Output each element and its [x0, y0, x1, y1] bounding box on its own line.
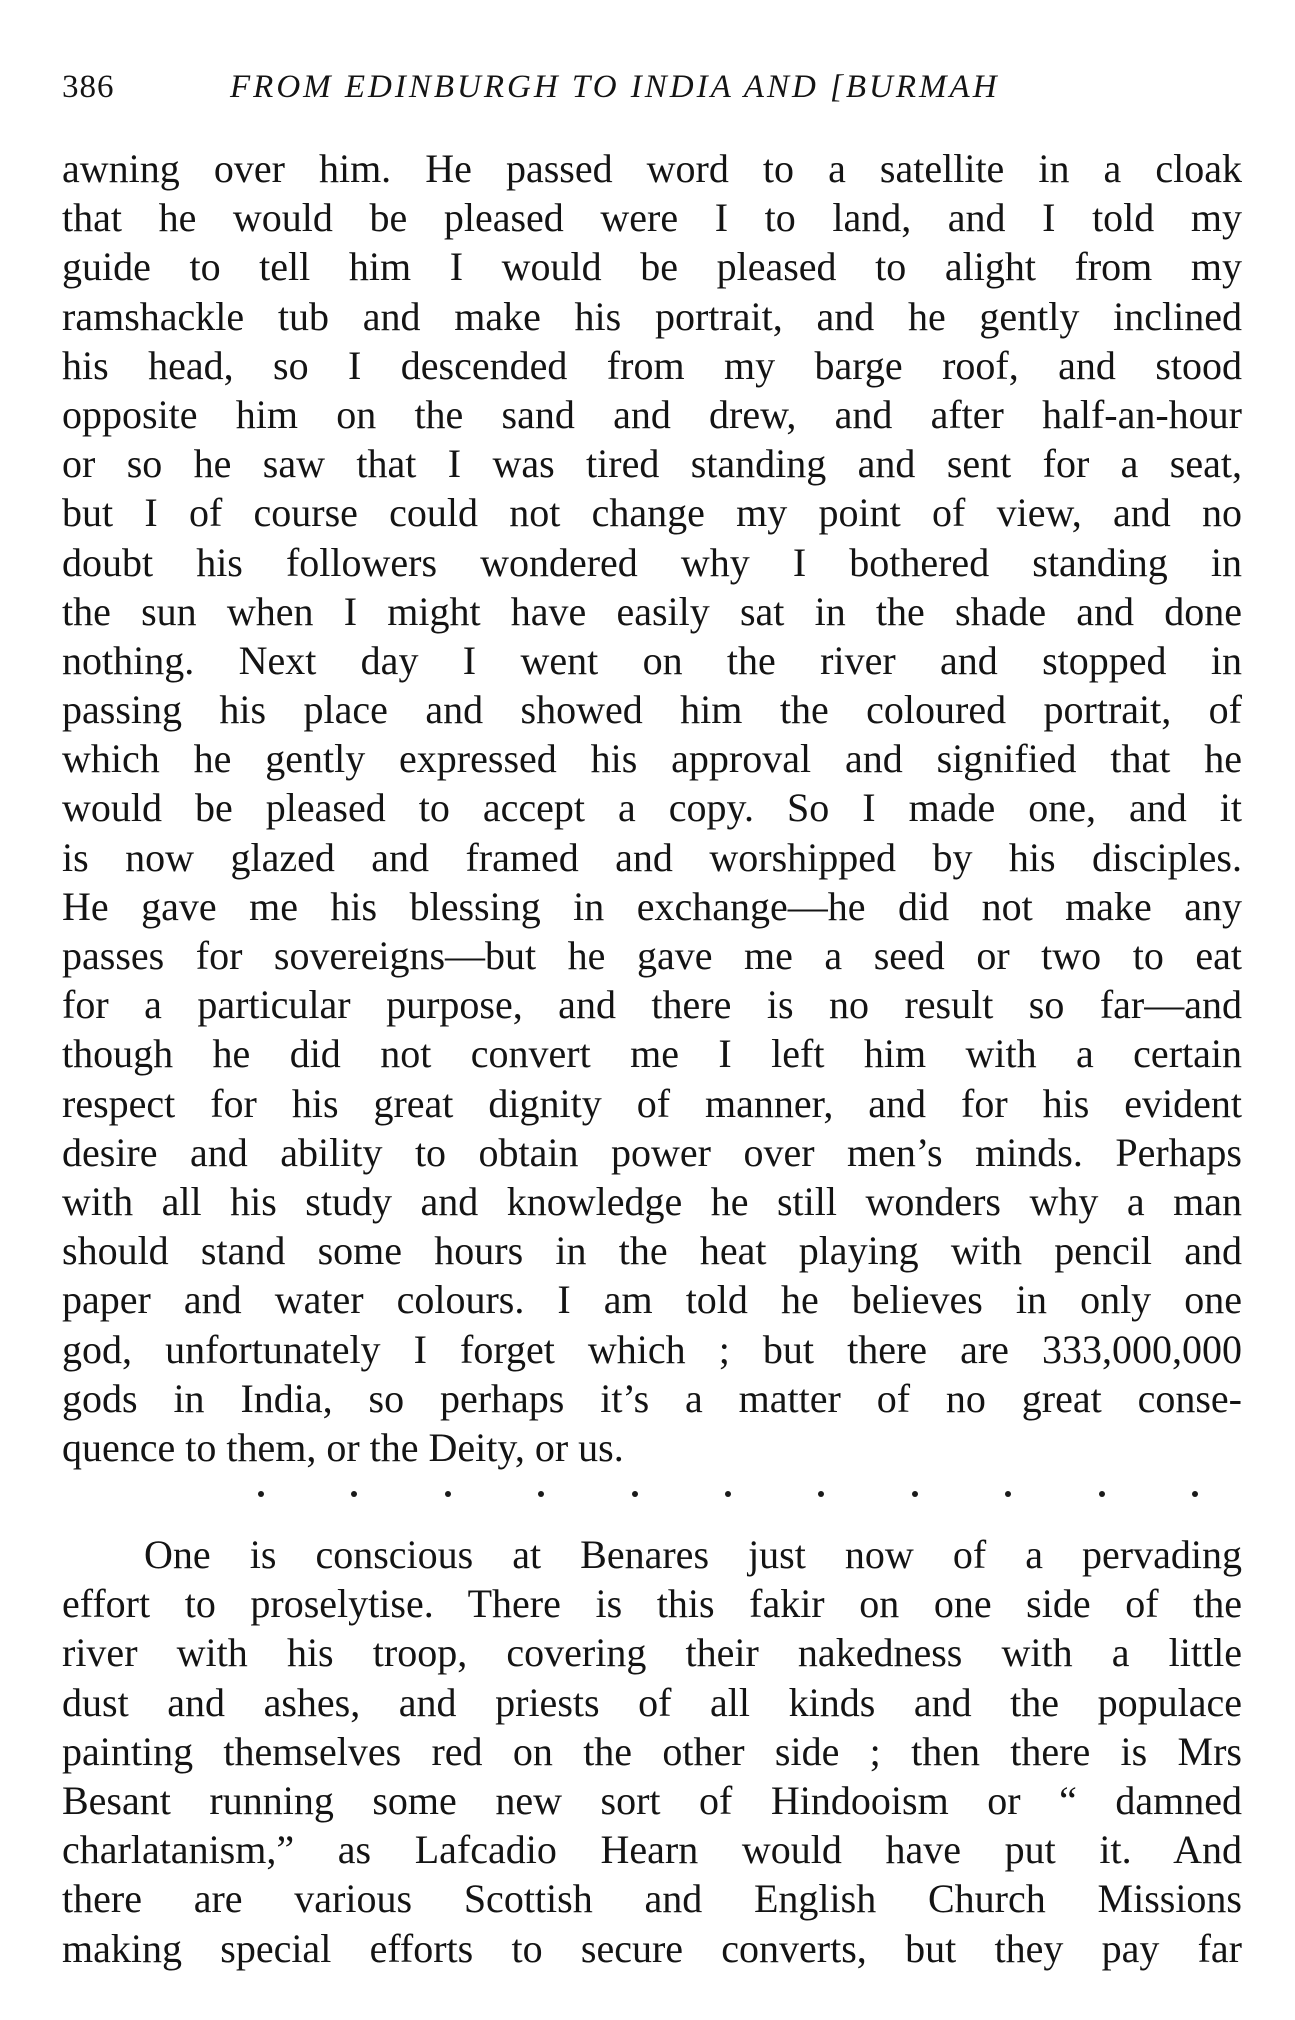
text-line: with all his study and knowledge he still wonders why a man [62, 1178, 1242, 1224]
text-line: painting themselves red on the other side ; then there is Mrs [62, 1728, 1242, 1774]
paragraph-1 [62, 144, 1242, 1472]
text-line: which he gently expressed his approval and signified that he [62, 736, 1242, 782]
text-line: though he did not convert me I left him with a certain [62, 1031, 1242, 1077]
text-line: paper and water colours. I am told he believes in only one [62, 1277, 1242, 1323]
paragraph-2 [62, 1530, 1242, 1973]
dot [1192, 1491, 1198, 1497]
dot [258, 1491, 264, 1497]
page-header [62, 62, 1242, 112]
text-line: gods in India, so perhaps it’s a matter of no great conse- [62, 1375, 1242, 1421]
text-line: dust and ashes, and priests of all kinds and the populace [62, 1679, 1242, 1725]
dot [445, 1491, 451, 1497]
text-line: would be pleased to accept a copy. So I made one, and it [62, 785, 1242, 831]
text-line: respect for his great dignity of manner, and for his evident [62, 1080, 1242, 1126]
dot [538, 1491, 544, 1497]
dot [818, 1491, 824, 1497]
text-line: nothing. Next day I went on the river and stopped in [62, 637, 1242, 683]
text-line: is now glazed and framed and worshipped by his disciples. [62, 834, 1242, 880]
dot [725, 1491, 731, 1497]
text-line: One is conscious at Benares just now of a pervading [144, 1532, 1242, 1577]
text-line: desire and ability to obtain power over men’s minds. Perhaps [62, 1129, 1242, 1175]
text-line: quence to them, or the Deity, or us. [62, 1424, 624, 1470]
page-number: 386 [62, 69, 115, 105]
text-line: should stand some hours in the heat playing with pencil and [62, 1228, 1242, 1274]
text-line: there are various Scottish and English Church Missions [62, 1876, 1242, 1922]
text-line: passes for sovereigns—but he gave me a seed or two to eat [62, 933, 1242, 978]
text-line: awning over him. He passed word to a satellite in a cloak [62, 146, 1242, 191]
text-line: making special efforts to secure converts, but they pay far [62, 1925, 1242, 1971]
section-break-dots [258, 1484, 1198, 1504]
dot [351, 1491, 357, 1497]
text-line: that he would be pleased were I to land, and I told my [62, 195, 1242, 241]
text-line: guide to tell him I would be pleased to alight from my [62, 244, 1242, 290]
text-line: opposite him on the sand and drew, and after half-an-hour [62, 391, 1242, 437]
text-line: his head, so I descended from my barge roof, and stood [62, 342, 1242, 388]
text-line: passing his place and showed him the coloured portrait, of [62, 687, 1242, 733]
dot [1099, 1491, 1105, 1497]
text-line: river with his troop, covering their nakedness with a little [62, 1630, 1242, 1676]
dot [1005, 1491, 1011, 1497]
text-line: doubt his followers wondered why I bothered standing in [62, 539, 1242, 585]
text-line: for a particular purpose, and there is no result so far—and [62, 982, 1242, 1028]
text-line: effort to proselytise. There is this fakir on one side of the [62, 1581, 1242, 1627]
text-line: but I of course could not change my point of view, and no [62, 490, 1242, 536]
dot [912, 1491, 918, 1497]
text-line: or so he saw that I was tired standing and sent for a seat, [62, 441, 1242, 487]
text-line: ramshackle tub and make his portrait, and he gently inclined [62, 293, 1242, 339]
text-line: Besant running some new sort of Hindooism or “ damned [62, 1777, 1242, 1823]
text-line: the sun when I might have easily sat in the shade and done [62, 588, 1242, 634]
dot [632, 1491, 638, 1497]
text-line: charlatanism,” as Lafcadio Hearn would have put it. And [62, 1827, 1242, 1873]
text-line: He gave me his blessing in exchange—he did not make any [62, 883, 1242, 929]
running-title: FROM EDINBURGH TO INDIA AND [BURMAH [230, 69, 1000, 105]
text-line: god, unfortunately I forget which ; but there are 333,000,000 [62, 1326, 1242, 1372]
